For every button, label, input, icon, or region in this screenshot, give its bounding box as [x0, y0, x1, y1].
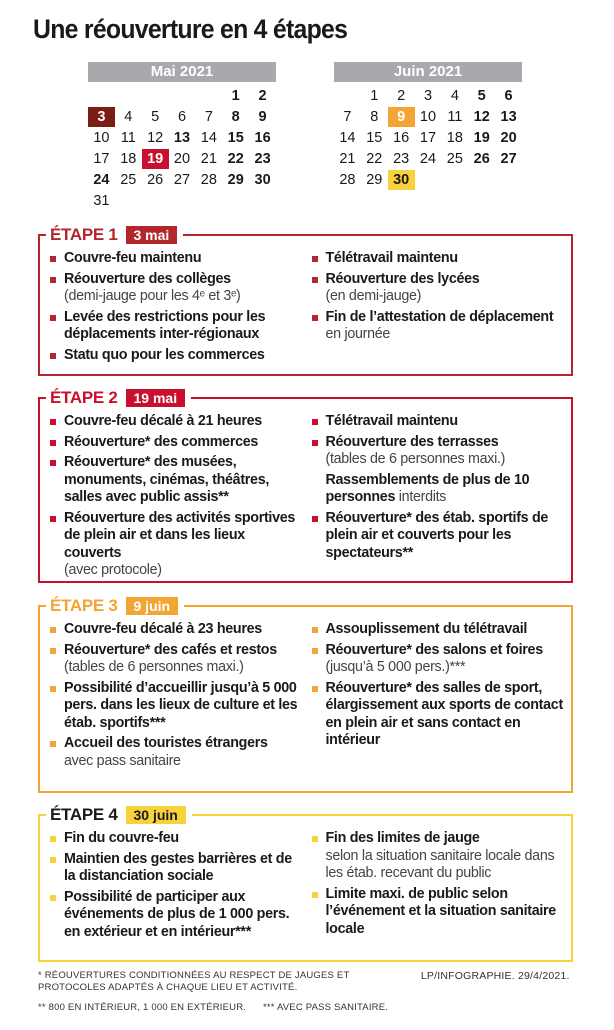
calendar-day: 9 — [388, 107, 415, 127]
item-bold-text: Statu quo pour les commerces — [64, 346, 265, 363]
stage-item — [50, 889, 304, 942]
calendar-day: 25 — [120, 172, 137, 188]
item-bold-text: Assouplissement du télétravail — [325, 621, 528, 637]
item-bold-text: Levée des restrictions pour les déplacements inter-régionaux — [64, 308, 266, 342]
stage-item — [50, 680, 304, 733]
bullet-square-icon — [50, 857, 56, 863]
stage-name: ÉTAPE 3 — [50, 596, 118, 615]
stage-column-right — [304, 413, 566, 583]
calendar-day: 17 — [419, 130, 437, 146]
calendar-day: 20 — [500, 130, 517, 146]
stage-item — [50, 413, 304, 431]
calendar-day: 27 — [173, 172, 191, 188]
stage-item — [312, 413, 566, 431]
item-bold-text: Réouverture des lycées — [325, 270, 480, 287]
calendar-day: 10 — [93, 130, 110, 146]
bullet-square-icon — [50, 627, 56, 633]
calendar-day: 1 — [370, 88, 379, 104]
stage-item — [50, 250, 304, 268]
calendar-day: 29 — [366, 172, 383, 188]
stage-item — [50, 735, 304, 770]
stage-item — [312, 472, 566, 507]
footnote-2: ** 800 EN INTÉRIEUR, 1 000 EN EXTÉRIEUR. — [38, 1002, 247, 1013]
bullet-square-icon — [50, 516, 56, 522]
item-bold-text: Réouverture* des salons et foires — [325, 641, 543, 658]
footnote-1: * RÉOUVERTURES CONDITIONNÉES AU RESPECT DE JAUGES ET PROTOCOLES ADAPTÉS À CHAQUE LIEU ET ACTIVITÉ. — [38, 970, 350, 993]
bullet-square-icon — [50, 648, 56, 654]
stage-1-box — [38, 225, 573, 376]
calendar-day: 2 — [397, 88, 406, 104]
calendar-day: 7 — [343, 109, 352, 125]
item-light-text: (tables de 6 personnes maxi.) — [325, 451, 506, 467]
item-light-text: (en demi-jauge) — [325, 288, 422, 304]
footer-row-2 — [38, 1002, 578, 1014]
calendar-june — [334, 62, 522, 190]
item-bold-text: Possibilité d’accueillir jusqu’à 5 000 pers. dans les lieux de culture et les étab. sportifs*** — [64, 679, 298, 731]
item-light-text: avec pass sanitaire — [64, 752, 181, 769]
bullet-square-icon — [312, 836, 318, 842]
stage-header — [46, 223, 183, 247]
calendar-day: 23 — [254, 151, 271, 167]
stage-item — [50, 830, 304, 848]
item-bold-text: Maintien des gestes barrières et de la distanciation sociale — [64, 850, 292, 884]
calendar-day: 17 — [93, 151, 110, 167]
calendar-day: 16 — [393, 130, 410, 146]
calendar-day: 15 — [366, 130, 383, 146]
item-light-text: (tables de 6 personnes maxi.) — [64, 659, 244, 675]
calendar-day: 5 — [477, 88, 486, 104]
calendar-day: 23 — [393, 151, 410, 167]
item-bold-text: Couvre-feu décalé à 23 heures — [64, 621, 262, 637]
bullet-square-icon — [312, 892, 318, 898]
credit: LP/INFOGRAPHIE. 29/4/2021. — [420, 970, 570, 982]
item-bold-text: Réouverture* des commerces — [64, 433, 259, 450]
page-title: Une réouverture en 4 étapes — [33, 14, 348, 44]
item-bold-text: Fin du couvre-feu — [64, 830, 179, 846]
calendar-day: 18 — [120, 151, 137, 167]
item-bold-text: Réouverture* des cafés et restos — [64, 641, 277, 658]
stage-item — [312, 250, 566, 268]
calendar-empty-cell — [334, 86, 361, 106]
bullet-square-icon — [50, 836, 56, 842]
bullet-square-icon — [312, 419, 318, 425]
calendar-day: 8 — [231, 109, 240, 125]
calendar-day: 18 — [446, 130, 463, 146]
calendar-day: 21 — [200, 151, 217, 167]
stage-column-right — [304, 621, 566, 773]
item-bold-text: Accueil des touristes étrangers — [64, 735, 268, 751]
stage-item — [50, 851, 304, 886]
stage-name: ÉTAPE 1 — [50, 225, 118, 244]
stage-item — [312, 621, 566, 639]
stage-item — [50, 454, 304, 507]
calendar-day: 2 — [258, 88, 267, 104]
item-bold-text: Réouverture* des salles de sport, élargissement aux sports de contact en plein air et sans contact en intérieur — [325, 679, 563, 748]
stage-item — [312, 830, 566, 883]
item-bold-text: Couvre-feu maintenu — [64, 250, 202, 266]
stage-item — [312, 309, 566, 344]
stage-item — [50, 510, 304, 580]
calendar-day: 4 — [450, 88, 459, 104]
calendar-day: 30 — [254, 172, 271, 188]
calendar-day: 28 — [200, 172, 217, 188]
calendar-day: 6 — [177, 109, 187, 125]
stage-item — [312, 642, 566, 677]
item-light-text: (jusqu’à 5 000 pers.)*** — [325, 659, 466, 675]
calendar-day: 3 — [423, 88, 433, 104]
bullet-square-icon — [50, 277, 56, 283]
bullet-square-icon — [50, 315, 56, 321]
bullet-square-icon — [312, 315, 318, 321]
calendar-empty-cell — [115, 86, 142, 106]
calendar-day: 14 — [200, 130, 217, 146]
item-light-text: selon la situation sanitaire locale dans les étab. recevant du public — [325, 847, 555, 881]
item-light-text: interdits — [398, 489, 447, 505]
item-bold-text: Possibilité de participer aux événements de plus de 1 000 pers. en extérieur et en intérieur*** — [64, 888, 290, 940]
calendar-empty-cell — [88, 86, 115, 106]
calendar-day: 25 — [446, 151, 463, 167]
calendar-day: 19 — [473, 130, 490, 146]
bullet-square-icon — [312, 686, 318, 692]
item-bold-text: Fin de l’attestation de déplacement — [325, 308, 554, 325]
calendar-day: 22 — [227, 151, 244, 167]
stage-header — [46, 594, 184, 618]
item-light-text: en journée — [325, 326, 391, 342]
calendar-day: 7 — [204, 109, 213, 125]
stage-date-badge: 19 mai — [126, 389, 186, 407]
footer-row-1 — [38, 970, 578, 994]
stage-item — [50, 347, 304, 365]
stage-column-left — [50, 413, 304, 583]
calendar-empty-cell — [195, 86, 222, 106]
bullet-square-icon — [312, 648, 318, 654]
item-bold-text: Télétravail maintenu — [325, 250, 458, 266]
stage-name: ÉTAPE 4 — [50, 805, 118, 824]
stage-date-badge: 9 juin — [126, 597, 179, 615]
item-bold-text: Réouverture* des étab. sportifs de plein air et couverts pour les spectateurs** — [325, 509, 549, 561]
item-bold-text: Réouverture des terrasses — [325, 433, 499, 450]
stage-date-badge: 30 juin — [126, 806, 186, 824]
calendar-day: 13 — [500, 109, 517, 125]
bullet-square-icon — [50, 741, 56, 747]
footnote-3: *** AVEC PASS SANITAIRE. — [262, 1002, 389, 1013]
bullet-square-icon — [312, 516, 318, 522]
stage-item — [312, 680, 566, 750]
bullet-square-icon — [50, 686, 56, 692]
bullet-square-icon — [50, 440, 56, 446]
calendar-day: 24 — [419, 151, 437, 167]
stage-item — [50, 309, 304, 344]
calendar-day: 29 — [227, 172, 244, 188]
calendar-empty-cell — [169, 86, 196, 106]
stage-column-right — [304, 250, 566, 367]
calendar-day: 11 — [120, 130, 136, 146]
calendar-day: 3 — [88, 107, 115, 127]
stage-item — [50, 271, 304, 306]
calendar-day: 12 — [473, 109, 490, 125]
bullet-square-icon — [50, 419, 56, 425]
calendar-day: 30 — [388, 170, 415, 190]
calendar-day: 10 — [419, 109, 437, 125]
stage-item — [50, 434, 304, 452]
stage-item — [312, 886, 566, 939]
calendar-may — [88, 62, 276, 211]
calendar-day: 16 — [254, 130, 271, 146]
calendar-day: 12 — [147, 130, 164, 146]
item-bold-text: Réouverture des collèges — [64, 270, 231, 287]
stage-3-box — [38, 596, 573, 793]
calendar-day: 22 — [366, 151, 383, 167]
calendar-day: 24 — [93, 172, 110, 188]
calendar-day: 4 — [124, 109, 133, 125]
stage-4-box — [38, 805, 573, 962]
stage-item — [50, 621, 304, 639]
calendar-day: 9 — [258, 109, 267, 125]
bullet-square-icon — [50, 895, 56, 901]
calendar-day: 8 — [370, 109, 379, 125]
calendar-empty-cell — [142, 86, 169, 106]
calendar-day: 14 — [339, 130, 356, 146]
calendar-day: 20 — [173, 151, 191, 167]
calendar-header: Juin 2021 — [334, 62, 522, 82]
item-bold-text: Télétravail maintenu — [325, 413, 458, 429]
stage-header — [46, 803, 192, 827]
stage-item — [312, 510, 566, 563]
stage-item — [50, 642, 304, 677]
calendar-day: 19 — [142, 149, 169, 169]
item-light-text: (demi-jauge pour les 4ᵉ et 3ᵉ) — [64, 288, 241, 304]
bullet-square-icon — [50, 460, 56, 466]
calendar-day: 1 — [231, 88, 240, 104]
stage-header — [46, 386, 191, 410]
calendar-day: 31 — [93, 193, 110, 209]
bullet-square-icon — [312, 627, 318, 633]
stage-name: ÉTAPE 2 — [50, 388, 118, 407]
stage-column-right — [304, 830, 566, 944]
calendar-day: 6 — [504, 88, 513, 104]
item-bold-text: Rassemblements de plus de 10 personnes — [325, 471, 530, 505]
stage-date-badge: 3 mai — [126, 226, 178, 244]
calendar-day: 26 — [473, 151, 490, 167]
calendar-day: 26 — [147, 172, 164, 188]
item-bold-text: Limite maxi. de public selon l’événement et la situation sanitaire locale — [325, 885, 556, 937]
calendar-day: 5 — [151, 109, 160, 125]
calendar-day: 28 — [339, 172, 356, 188]
calendar-grid — [334, 82, 522, 190]
calendar-day: 21 — [339, 151, 356, 167]
calendar-grid — [88, 82, 276, 211]
stage-item — [312, 434, 566, 469]
bullet-square-icon — [50, 256, 56, 262]
stage-column-left — [50, 250, 304, 367]
item-bold-text: Réouverture des activités sportives de plein air et dans les lieux couverts — [64, 509, 296, 561]
stage-item — [312, 271, 566, 306]
stage-column-left — [50, 830, 304, 944]
bullet-square-icon — [312, 256, 318, 262]
item-bold-text: Fin des limites de jauge — [325, 830, 480, 846]
stage-2-box — [38, 388, 573, 583]
calendar-day: 11 — [447, 109, 463, 125]
item-light-text: (avec protocole) — [64, 562, 162, 578]
bullet-square-icon — [50, 353, 56, 359]
item-bold-text: Couvre-feu décalé à 21 heures — [64, 413, 262, 429]
bullet-square-icon — [312, 440, 318, 446]
calendar-day: 15 — [227, 130, 244, 146]
calendar-header: Mai 2021 — [88, 62, 276, 82]
item-bold-text: Réouverture* des musées, monuments, cinémas, théâtres, salles avec public assis** — [64, 454, 270, 505]
bullet-square-icon — [312, 277, 318, 283]
calendar-day: 13 — [173, 130, 191, 146]
stage-column-left — [50, 621, 304, 773]
calendar-day: 27 — [500, 151, 517, 167]
